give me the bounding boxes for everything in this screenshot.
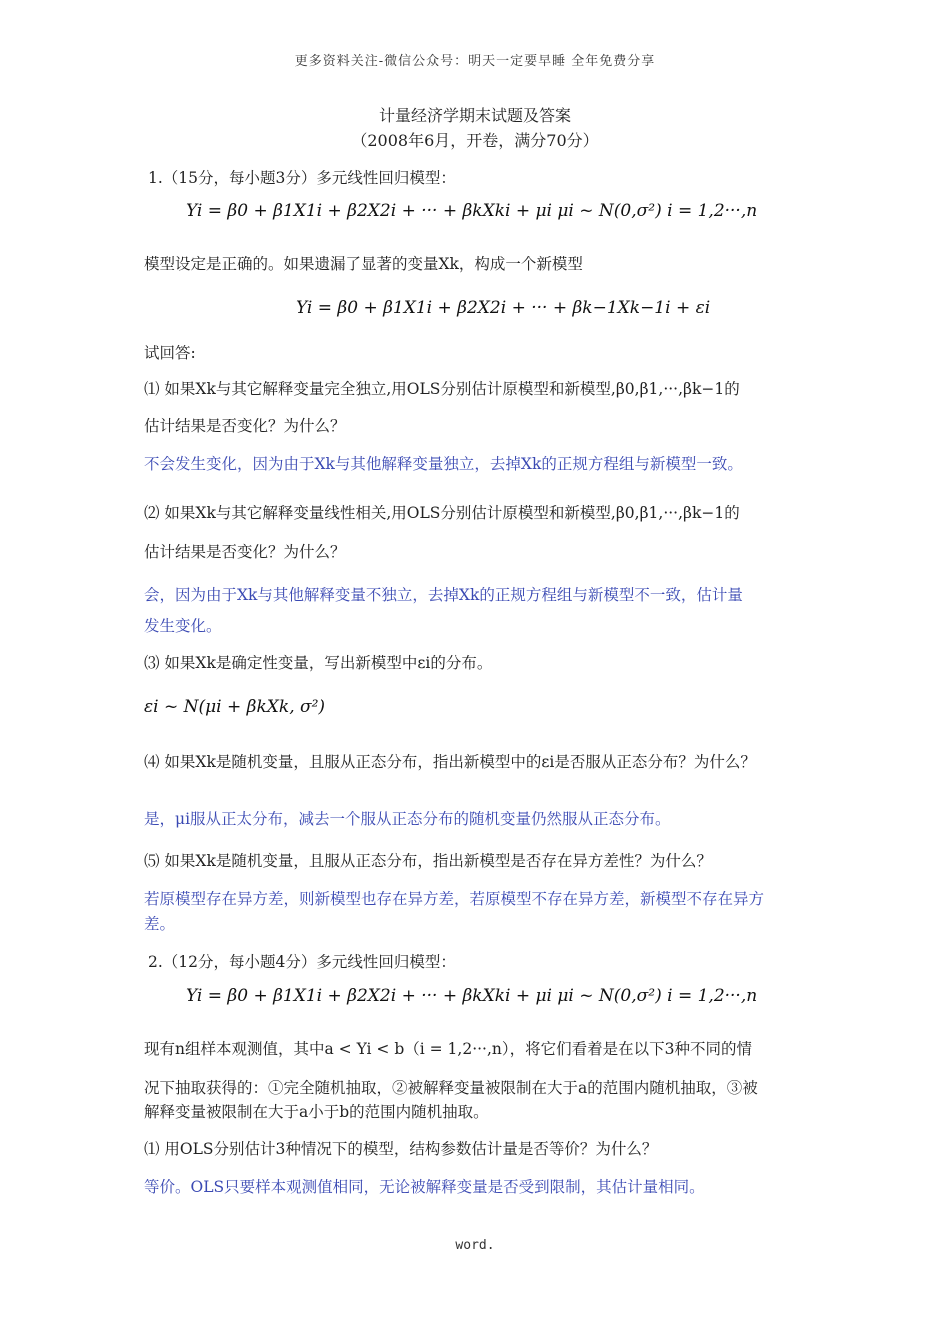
q1-part1-question: ⑴ 如果Xk与其它解释变量完全独立,用OLS分别估计原模型和新模型,β0,β1,···,βk−1的 xyxy=(144,380,740,398)
q2-text-line3: 解释变量被限制在大于a小于b的范围内随机抽取。 xyxy=(144,1103,489,1121)
q1-part5-answer-cont: 差。 xyxy=(144,915,176,933)
q2-text-line2: 况下抽取获得的：①完全随机抽取，②被解释变量被限制在大于a的范围内随机抽取，③被 xyxy=(144,1079,758,1097)
q1-part2-answer: 会，因为由于Xk与其他解释变量不独立，去掉Xk的正规方程组与新模型不一致，估计量 xyxy=(144,586,743,604)
document-title: 计量经济学期末试题及答案 xyxy=(378,106,571,125)
q2-intro: 2.（12分，每小题4分）多元线性回归模型： xyxy=(148,953,456,971)
q2-part1-answer: 等价。OLS只要样本观测值相同，无论被解释变量是否受到限制，其估计量相同。 xyxy=(144,1178,705,1196)
q1-equation-original: Yi = β0 + β1X1i + β2X2i + ··· + βkXki + μi μi ~ N(0,σ²) i = 1,2···,n xyxy=(186,201,758,221)
q1-part1-question-cont: 估计结果是否变化？为什么？ xyxy=(144,417,346,435)
q1-part4-answer: 是，μi服从正太分布，减去一个服从正态分布的随机变量仍然服从正态分布。 xyxy=(144,810,671,828)
q1-text: 模型设定是正确的。如果遗漏了显著的变量Xk，构成一个新模型 xyxy=(144,255,583,273)
q2-part1-question: ⑴ 用OLS分别估计3种情况下的模型，结构参数估计量是否等价？为什么？ xyxy=(144,1140,658,1158)
q1-part2-question: ⑵ 如果Xk与其它解释变量线性相关,用OLS分别估计原模型和新模型,β0,β1,···,βk−1的 xyxy=(144,504,740,522)
q1-part5-answer: 若原模型存在异方差，则新模型也存在异方差，若原模型不存在异方差，新模型不存在异方 xyxy=(144,890,765,908)
page-header: 更多资料关注-微信公众号：明天一定要早睡 全年免费分享 xyxy=(294,54,656,69)
q1-part1-answer: 不会发生变化，因为由于Xk与其他解释变量独立，去掉Xk的正规方程组与新模型一致。 xyxy=(144,455,743,473)
q1-equation-new: Yi = β0 + β1X1i + β2X2i + ··· + βk−1Xk−1i + εi xyxy=(296,298,711,318)
page-footer: word. xyxy=(455,1238,495,1253)
q2-equation: Yi = β0 + β1X1i + β2X2i + ··· + βkXki + μi μi ~ N(0,σ²) i = 1,2···,n xyxy=(186,986,758,1006)
q1-part5-question: ⑸ 如果Xk是随机变量，且服从正态分布，指出新模型是否存在异方差性？为什么？ xyxy=(144,852,712,870)
q1-intro: 1.（15分，每小题3分）多元线性回归模型： xyxy=(148,169,456,187)
q1-part2-question-cont: 估计结果是否变化？为什么？ xyxy=(144,543,346,561)
q1-prompt: 试回答: xyxy=(144,344,196,362)
q1-part4-question: ⑷ 如果Xk是随机变量，且服从正态分布，指出新模型中的εi是否服从正态分布？为什么？ xyxy=(144,753,756,771)
q1-part3-answer: εi ~ N(μi + βkXk, σ²) xyxy=(144,697,326,717)
q1-part2-answer-cont: 发生变化。 xyxy=(144,617,222,635)
q2-text-line1: 现有n组样本观测值，其中a < Yi < b（i = 1,2···,n），将它们看着是在以下3种不同的情 xyxy=(144,1040,752,1058)
q1-part3-question: ⑶ 如果Xk是确定性变量，写出新模型中εi的分布。 xyxy=(144,654,493,672)
document-subtitle: （2008年6月，开卷，满分70分） xyxy=(351,131,599,150)
